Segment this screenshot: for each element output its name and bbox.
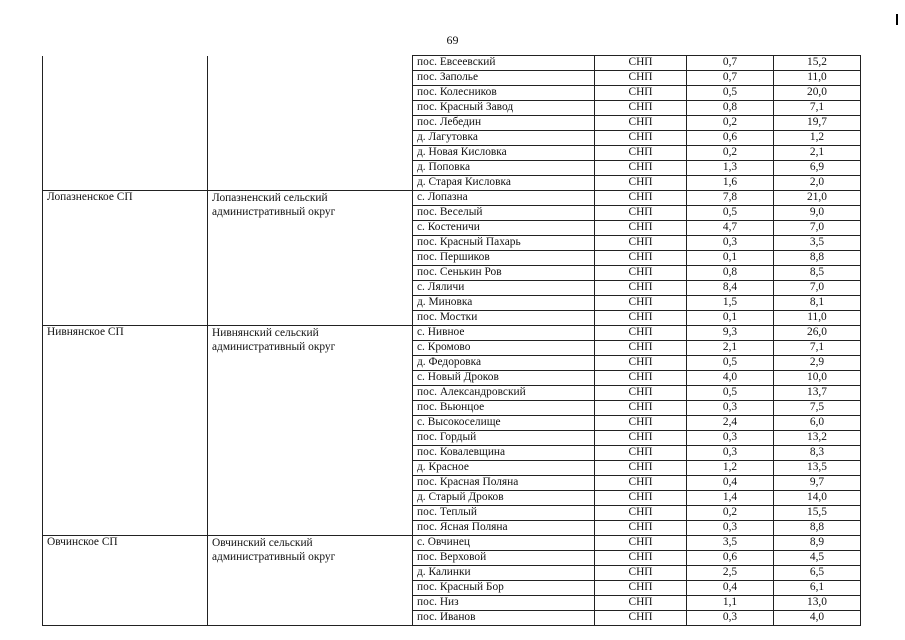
- value-b-cell: 3,5: [774, 236, 861, 251]
- settlement-type-cell: СНП: [595, 101, 687, 116]
- value-a-cell: 0,2: [687, 146, 774, 161]
- settlement-name-cell: пос. Заполье: [413, 71, 595, 86]
- settlement-type-cell: СНП: [595, 281, 687, 296]
- settlement-name-cell: пос. Теплый: [413, 506, 595, 521]
- settlement-name-cell: пос. Гордый: [413, 431, 595, 446]
- settlement-name-cell: пос. Колесников: [413, 86, 595, 101]
- settlement-name-cell: пос. Веселый: [413, 206, 595, 221]
- settlement-type-cell: СНП: [595, 221, 687, 236]
- value-b-cell: 11,0: [774, 311, 861, 326]
- settlement-name-cell: пос. Лебедин: [413, 116, 595, 131]
- settlement-name-cell: пос. Александровский: [413, 386, 595, 401]
- value-a-cell: 0,7: [687, 56, 774, 71]
- value-b-cell: 13,7: [774, 386, 861, 401]
- value-b-cell: 13,2: [774, 431, 861, 446]
- admin-district-cell: Овчинский сельский административный округ: [208, 536, 413, 626]
- value-a-cell: 0,5: [687, 86, 774, 101]
- settlement-name-cell: с. Кромово: [413, 341, 595, 356]
- settlement-type-cell: СНП: [595, 191, 687, 206]
- settlements-table: [42, 55, 861, 626]
- value-b-cell: 8,1: [774, 296, 861, 311]
- value-b-cell: 2,1: [774, 146, 861, 161]
- settlement-name-cell: пос. Красная Поляна: [413, 476, 595, 491]
- table-row: [43, 536, 861, 551]
- settlement-type-cell: СНП: [595, 71, 687, 86]
- settlement-name-cell: пос. Красный Завод: [413, 101, 595, 116]
- settlement-type-cell: СНП: [595, 116, 687, 131]
- value-b-cell: 9,0: [774, 206, 861, 221]
- settlement-type-cell: СНП: [595, 506, 687, 521]
- value-b-cell: 19,7: [774, 116, 861, 131]
- value-a-cell: 1,1: [687, 596, 774, 611]
- value-b-cell: 8,3: [774, 446, 861, 461]
- settlement-type-cell: СНП: [595, 236, 687, 251]
- value-a-cell: 7,8: [687, 191, 774, 206]
- settlement-name-cell: пос. Верховой: [413, 551, 595, 566]
- settlement-name-cell: пос. Мостки: [413, 311, 595, 326]
- value-b-cell: 11,0: [774, 71, 861, 86]
- settlement-name-cell: пос. Низ: [413, 596, 595, 611]
- admin-district-cell: Лопазненский сельский административный округ: [208, 191, 413, 326]
- value-a-cell: 9,3: [687, 326, 774, 341]
- settlement-type-cell: СНП: [595, 251, 687, 266]
- value-b-cell: 7,5: [774, 401, 861, 416]
- table-row: [43, 56, 861, 71]
- settlement-type-cell: СНП: [595, 356, 687, 371]
- value-b-cell: 6,0: [774, 416, 861, 431]
- settlement-type-cell: СНП: [595, 521, 687, 536]
- value-a-cell: 4,7: [687, 221, 774, 236]
- settlement-name-cell: пос. Красный Бор: [413, 581, 595, 596]
- value-a-cell: 0,8: [687, 101, 774, 116]
- value-b-cell: 7,1: [774, 101, 861, 116]
- value-b-cell: 13,5: [774, 461, 861, 476]
- settlement-type-cell: СНП: [595, 161, 687, 176]
- settlement-type-cell: СНП: [595, 596, 687, 611]
- value-a-cell: 0,3: [687, 446, 774, 461]
- value-b-cell: 8,8: [774, 521, 861, 536]
- value-b-cell: 7,1: [774, 341, 861, 356]
- settlement-name-cell: д. Федоровка: [413, 356, 595, 371]
- value-a-cell: 0,3: [687, 236, 774, 251]
- value-a-cell: 1,3: [687, 161, 774, 176]
- settlement-type-cell: СНП: [595, 431, 687, 446]
- settlement-type-cell: СНП: [595, 206, 687, 221]
- settlement-council-cell: [43, 56, 208, 191]
- value-a-cell: 2,5: [687, 566, 774, 581]
- value-a-cell: 3,5: [687, 536, 774, 551]
- value-b-cell: 21,0: [774, 191, 861, 206]
- settlement-council-cell: Овчинское СП: [43, 536, 208, 626]
- value-a-cell: 1,2: [687, 461, 774, 476]
- value-b-cell: 6,5: [774, 566, 861, 581]
- settlement-name-cell: пос. Сенькин Ров: [413, 266, 595, 281]
- value-a-cell: 4,0: [687, 371, 774, 386]
- value-b-cell: 4,0: [774, 611, 861, 626]
- settlement-type-cell: СНП: [595, 566, 687, 581]
- settlement-type-cell: СНП: [595, 491, 687, 506]
- value-b-cell: 2,0: [774, 176, 861, 191]
- settlement-type-cell: СНП: [595, 386, 687, 401]
- settlement-type-cell: СНП: [595, 611, 687, 626]
- settlement-name-cell: д. Калинки: [413, 566, 595, 581]
- value-a-cell: 0,5: [687, 386, 774, 401]
- value-b-cell: 13,0: [774, 596, 861, 611]
- settlement-name-cell: пос. Красный Пахарь: [413, 236, 595, 251]
- settlement-type-cell: СНП: [595, 146, 687, 161]
- value-b-cell: 8,8: [774, 251, 861, 266]
- value-b-cell: 8,5: [774, 266, 861, 281]
- settlement-type-cell: СНП: [595, 296, 687, 311]
- table-row: [43, 191, 861, 206]
- settlement-name-cell: пос. Ковалевщина: [413, 446, 595, 461]
- settlement-type-cell: СНП: [595, 581, 687, 596]
- settlement-type-cell: СНП: [595, 176, 687, 191]
- value-a-cell: 0,3: [687, 521, 774, 536]
- value-b-cell: 6,1: [774, 581, 861, 596]
- value-a-cell: 0,3: [687, 401, 774, 416]
- value-b-cell: 10,0: [774, 371, 861, 386]
- value-b-cell: 9,7: [774, 476, 861, 491]
- value-a-cell: 0,3: [687, 611, 774, 626]
- settlement-name-cell: с. Новый Дроков: [413, 371, 595, 386]
- settlement-name-cell: с. Высокоселище: [413, 416, 595, 431]
- settlement-type-cell: СНП: [595, 131, 687, 146]
- settlement-name-cell: с. Нивное: [413, 326, 595, 341]
- settlement-name-cell: пос. Ясная Поляна: [413, 521, 595, 536]
- value-a-cell: 0,8: [687, 266, 774, 281]
- settlement-type-cell: СНП: [595, 86, 687, 101]
- table-row: [43, 326, 861, 341]
- settlement-type-cell: СНП: [595, 416, 687, 431]
- settlement-type-cell: СНП: [595, 326, 687, 341]
- settlement-name-cell: д. Старая Кисловка: [413, 176, 595, 191]
- value-a-cell: 0,2: [687, 506, 774, 521]
- admin-district-cell: Нивнянский сельский административный округ: [208, 326, 413, 536]
- value-b-cell: 20,0: [774, 86, 861, 101]
- settlement-name-cell: с. Лопазна: [413, 191, 595, 206]
- settlement-name-cell: с. Ляличи: [413, 281, 595, 296]
- settlement-type-cell: СНП: [595, 446, 687, 461]
- value-a-cell: 0,6: [687, 551, 774, 566]
- value-b-cell: 14,0: [774, 491, 861, 506]
- value-a-cell: 0,5: [687, 206, 774, 221]
- value-a-cell: 1,5: [687, 296, 774, 311]
- settlement-type-cell: СНП: [595, 401, 687, 416]
- settlement-name-cell: д. Новая Кисловка: [413, 146, 595, 161]
- value-a-cell: 0,4: [687, 581, 774, 596]
- settlement-name-cell: пос. Евсеевский: [413, 56, 595, 71]
- settlement-name-cell: д. Поповка: [413, 161, 595, 176]
- scan-margin-mark: [896, 14, 898, 25]
- value-a-cell: 0,1: [687, 311, 774, 326]
- settlement-name-cell: д. Лагутовка: [413, 131, 595, 146]
- settlement-type-cell: СНП: [595, 461, 687, 476]
- value-b-cell: 15,2: [774, 56, 861, 71]
- value-b-cell: 26,0: [774, 326, 861, 341]
- admin-district-cell: [208, 56, 413, 191]
- value-a-cell: 0,2: [687, 116, 774, 131]
- settlement-name-cell: пос. Иванов: [413, 611, 595, 626]
- settlement-name-cell: с. Костеничи: [413, 221, 595, 236]
- value-b-cell: 4,5: [774, 551, 861, 566]
- settlement-council-cell: Лопазненское СП: [43, 191, 208, 326]
- settlement-name-cell: пос. Вьюнцое: [413, 401, 595, 416]
- settlement-type-cell: СНП: [595, 56, 687, 71]
- settlement-type-cell: СНП: [595, 311, 687, 326]
- value-a-cell: 0,5: [687, 356, 774, 371]
- value-a-cell: 1,6: [687, 176, 774, 191]
- settlement-name-cell: д. Красное: [413, 461, 595, 476]
- value-b-cell: 2,9: [774, 356, 861, 371]
- value-a-cell: 0,6: [687, 131, 774, 146]
- settlement-name-cell: д. Миновка: [413, 296, 595, 311]
- value-b-cell: 6,9: [774, 161, 861, 176]
- value-a-cell: 2,1: [687, 341, 774, 356]
- value-a-cell: 8,4: [687, 281, 774, 296]
- value-a-cell: 2,4: [687, 416, 774, 431]
- settlement-type-cell: СНП: [595, 536, 687, 551]
- settlement-council-cell: Нивнянское СП: [43, 326, 208, 536]
- settlement-type-cell: СНП: [595, 371, 687, 386]
- value-b-cell: 7,0: [774, 281, 861, 296]
- settlement-type-cell: СНП: [595, 476, 687, 491]
- value-b-cell: 8,9: [774, 536, 861, 551]
- settlement-type-cell: СНП: [595, 341, 687, 356]
- value-b-cell: 7,0: [774, 221, 861, 236]
- value-a-cell: 1,4: [687, 491, 774, 506]
- value-a-cell: 0,1: [687, 251, 774, 266]
- value-b-cell: 1,2: [774, 131, 861, 146]
- settlement-name-cell: д. Старый Дроков: [413, 491, 595, 506]
- settlement-name-cell: с. Овчинец: [413, 536, 595, 551]
- value-b-cell: 15,5: [774, 506, 861, 521]
- value-a-cell: 0,4: [687, 476, 774, 491]
- settlement-type-cell: СНП: [595, 551, 687, 566]
- value-a-cell: 0,3: [687, 431, 774, 446]
- value-a-cell: 0,7: [687, 71, 774, 86]
- settlement-name-cell: пос. Першиков: [413, 251, 595, 266]
- page-number: 69: [446, 33, 459, 47]
- settlement-type-cell: СНП: [595, 266, 687, 281]
